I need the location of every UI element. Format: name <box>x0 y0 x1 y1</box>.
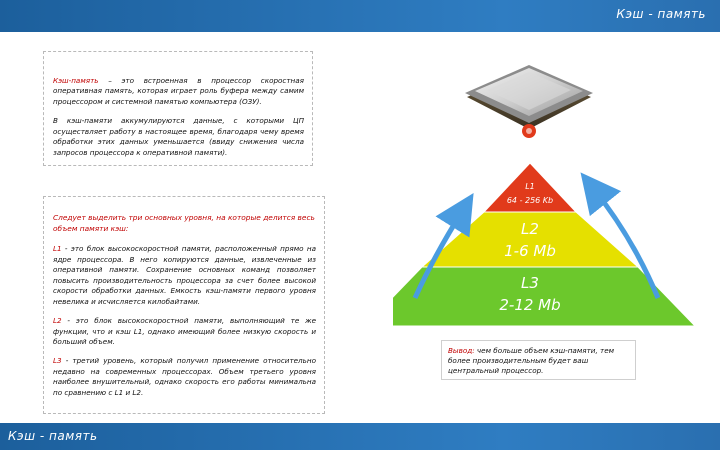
pyramid-l3-size: 2-12 Mb <box>499 296 561 314</box>
l2-text: - это блок высокоскоростной памяти, выполняющий те же функции, что и кэш L1, однако имеющий более низкую скорость и больший объем. <box>53 316 316 346</box>
definition-paragraph <box>53 76 304 107</box>
conclusion-box <box>441 340 636 380</box>
conclusion-label: Вывод: <box>448 346 475 355</box>
pyramid-l1-size: 64 - 256 Kb <box>506 196 554 205</box>
l2-term: L2 <box>53 316 62 326</box>
accumulation-paragraph: В кэш-памяти аккумулируются данные, с которыми ЦП осуществляет работу в настоящее время, благодаря чему время обработки этих данных уменьшается (ввиду снижения числа запросов процессора к оперативной памяти). <box>53 116 304 157</box>
cpu-chip-image <box>459 41 599 141</box>
definition-box <box>43 51 313 166</box>
definition-term: Кэш-память <box>53 76 99 85</box>
footer-bar <box>0 423 720 450</box>
pyramid-l3-name: L3 <box>521 274 539 292</box>
l1-paragraph <box>53 244 316 307</box>
levels-heading: Следует выделить три основных уровня, на которые делится весь объем памяти кэш: <box>53 213 315 233</box>
pyramid-l2-size: 1-6 Mb <box>504 242 556 260</box>
l3-paragraph <box>53 356 316 398</box>
l1-term: L1 <box>53 244 62 254</box>
header-title: Кэш - память <box>616 7 706 21</box>
l3-term: L3 <box>53 356 62 366</box>
levels-box <box>43 196 325 414</box>
conclusion-text: чем больше объем кэш-памяти, тем более производительным будет ваш центральный процессор. <box>448 346 615 376</box>
definition-text: – это встроенная в процессор скоростная оперативная память, которая играет роль буфера между самим процессором и системной памятью компьютера (ОЗУ). <box>53 76 304 106</box>
pyramid-l2-name: L2 <box>521 220 539 238</box>
l3-text: - третий уровень, который получил применение относительно недавно на современных процессорах. Объем третьего уровня наиболее внушительный, однако скорость его работы минимальна по сравнению с L1 и L2. <box>53 356 316 397</box>
l1-text: - это блок высокоскоростной памяти, расположенный прямо на ядре процессора. В него копируются данные, извлеченные из оперативной памяти. Сохранение основных команд позволяет повысить производительность процессора за счет более высокой скорости обработки данных. Емкость кэш-памяти первого уровня невелика и исчисляется килобайтами. <box>53 244 316 306</box>
header-bar <box>0 0 720 32</box>
l2-paragraph <box>53 316 316 347</box>
pyramid-l1-name: L1 <box>525 182 535 191</box>
footer-title: Кэш - память <box>8 429 98 443</box>
